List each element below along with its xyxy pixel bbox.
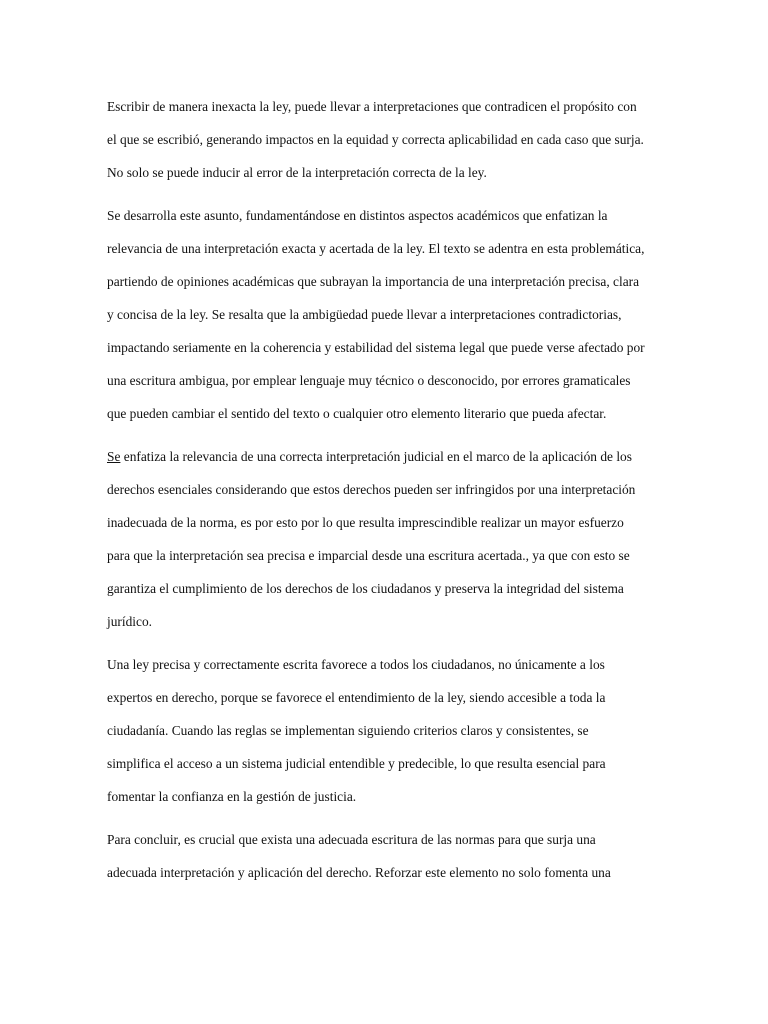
text-line: y concisa de la ley. Se resalta que la ambigüedad puede llevar a interpretaciones contradictorias, bbox=[107, 307, 622, 322]
document-body bbox=[107, 90, 663, 889]
text-line: relevancia de una interpretación exacta y acertada de la ley. El texto se adentra en esta problemática, bbox=[107, 241, 645, 256]
paragraph-4 bbox=[107, 648, 663, 813]
text-line: inadecuada de la norma, es por esto por lo que resulta imprescindible realizar un mayor esfuerzo bbox=[107, 515, 624, 530]
paragraph-3 bbox=[107, 440, 663, 638]
text-line: simplifica el acceso a un sistema judicial entendible y predecible, lo que resulta esencial para bbox=[107, 756, 606, 771]
text-line: ciudadanía. Cuando las reglas se implementan siguiendo criterios claros y consistentes, se bbox=[107, 723, 589, 738]
text-line: No solo se puede inducir al error de la interpretación correcta de la ley. bbox=[107, 165, 487, 180]
text-line: garantiza el cumplimiento de los derechos de los ciudadanos y preserva la integridad del sistema bbox=[107, 581, 624, 596]
text-line: para que la interpretación sea precisa e imparcial desde una escritura acertada., ya que con esto se bbox=[107, 548, 630, 563]
paragraph-2 bbox=[107, 199, 663, 430]
text-line: Escribir de manera inexacta la ley, puede llevar a interpretaciones que contradicen el propósito con bbox=[107, 99, 637, 114]
text-line: fomentar la confianza en la gestión de justicia. bbox=[107, 789, 357, 804]
text-line: expertos en derecho, porque se favorece el entendimiento de la ley, siendo accesible a toda la bbox=[107, 690, 606, 705]
paragraph-5 bbox=[107, 823, 663, 889]
text-line: Se desarrolla este asunto, fundamentándose en distintos aspectos académicos que enfatizan la bbox=[107, 208, 608, 223]
text-line: una escritura ambigua, por emplear lenguaje muy técnico o desconocido, por errores gramaticales bbox=[107, 373, 631, 388]
paragraph-1 bbox=[107, 90, 663, 189]
text-line: jurídico. bbox=[107, 614, 152, 629]
paragraph-spacer bbox=[107, 189, 663, 199]
text-line: el que se escribió, generando impactos en la equidad y correcta aplicabilidad en cada caso que surja. bbox=[107, 132, 644, 147]
text-line: Para concluir, es crucial que exista una adecuada escritura de las normas para que surja una bbox=[107, 832, 596, 847]
text-line: derechos esenciales considerando que estos derechos pueden ser infringidos por una interpretación bbox=[107, 482, 636, 497]
text-line: impactando seriamente en la coherencia y estabilidad del sistema legal que puede verse afectado por bbox=[107, 340, 645, 355]
text-line bbox=[107, 440, 663, 473]
underlined-word: Se bbox=[107, 449, 121, 464]
text-line: Una ley precisa y correctamente escrita favorece a todos los ciudadanos, no únicamente a los bbox=[107, 657, 605, 672]
text-line: que pueden cambiar el sentido del texto o cualquier otro elemento literario que pueda afectar. bbox=[107, 406, 607, 421]
text-line-rest: enfatiza la relevancia de una correcta interpretación judicial en el marco de la aplicación de los bbox=[120, 449, 632, 464]
paragraph-spacer bbox=[107, 638, 663, 648]
paragraph-spacer bbox=[107, 430, 663, 440]
paragraph-spacer bbox=[107, 813, 663, 823]
text-line: partiendo de opiniones académicas que subrayan la importancia de una interpretación precisa, clara bbox=[107, 274, 640, 289]
text-line: adecuada interpretación y aplicación del derecho. Reforzar este elemento no solo fomenta una bbox=[107, 865, 611, 880]
